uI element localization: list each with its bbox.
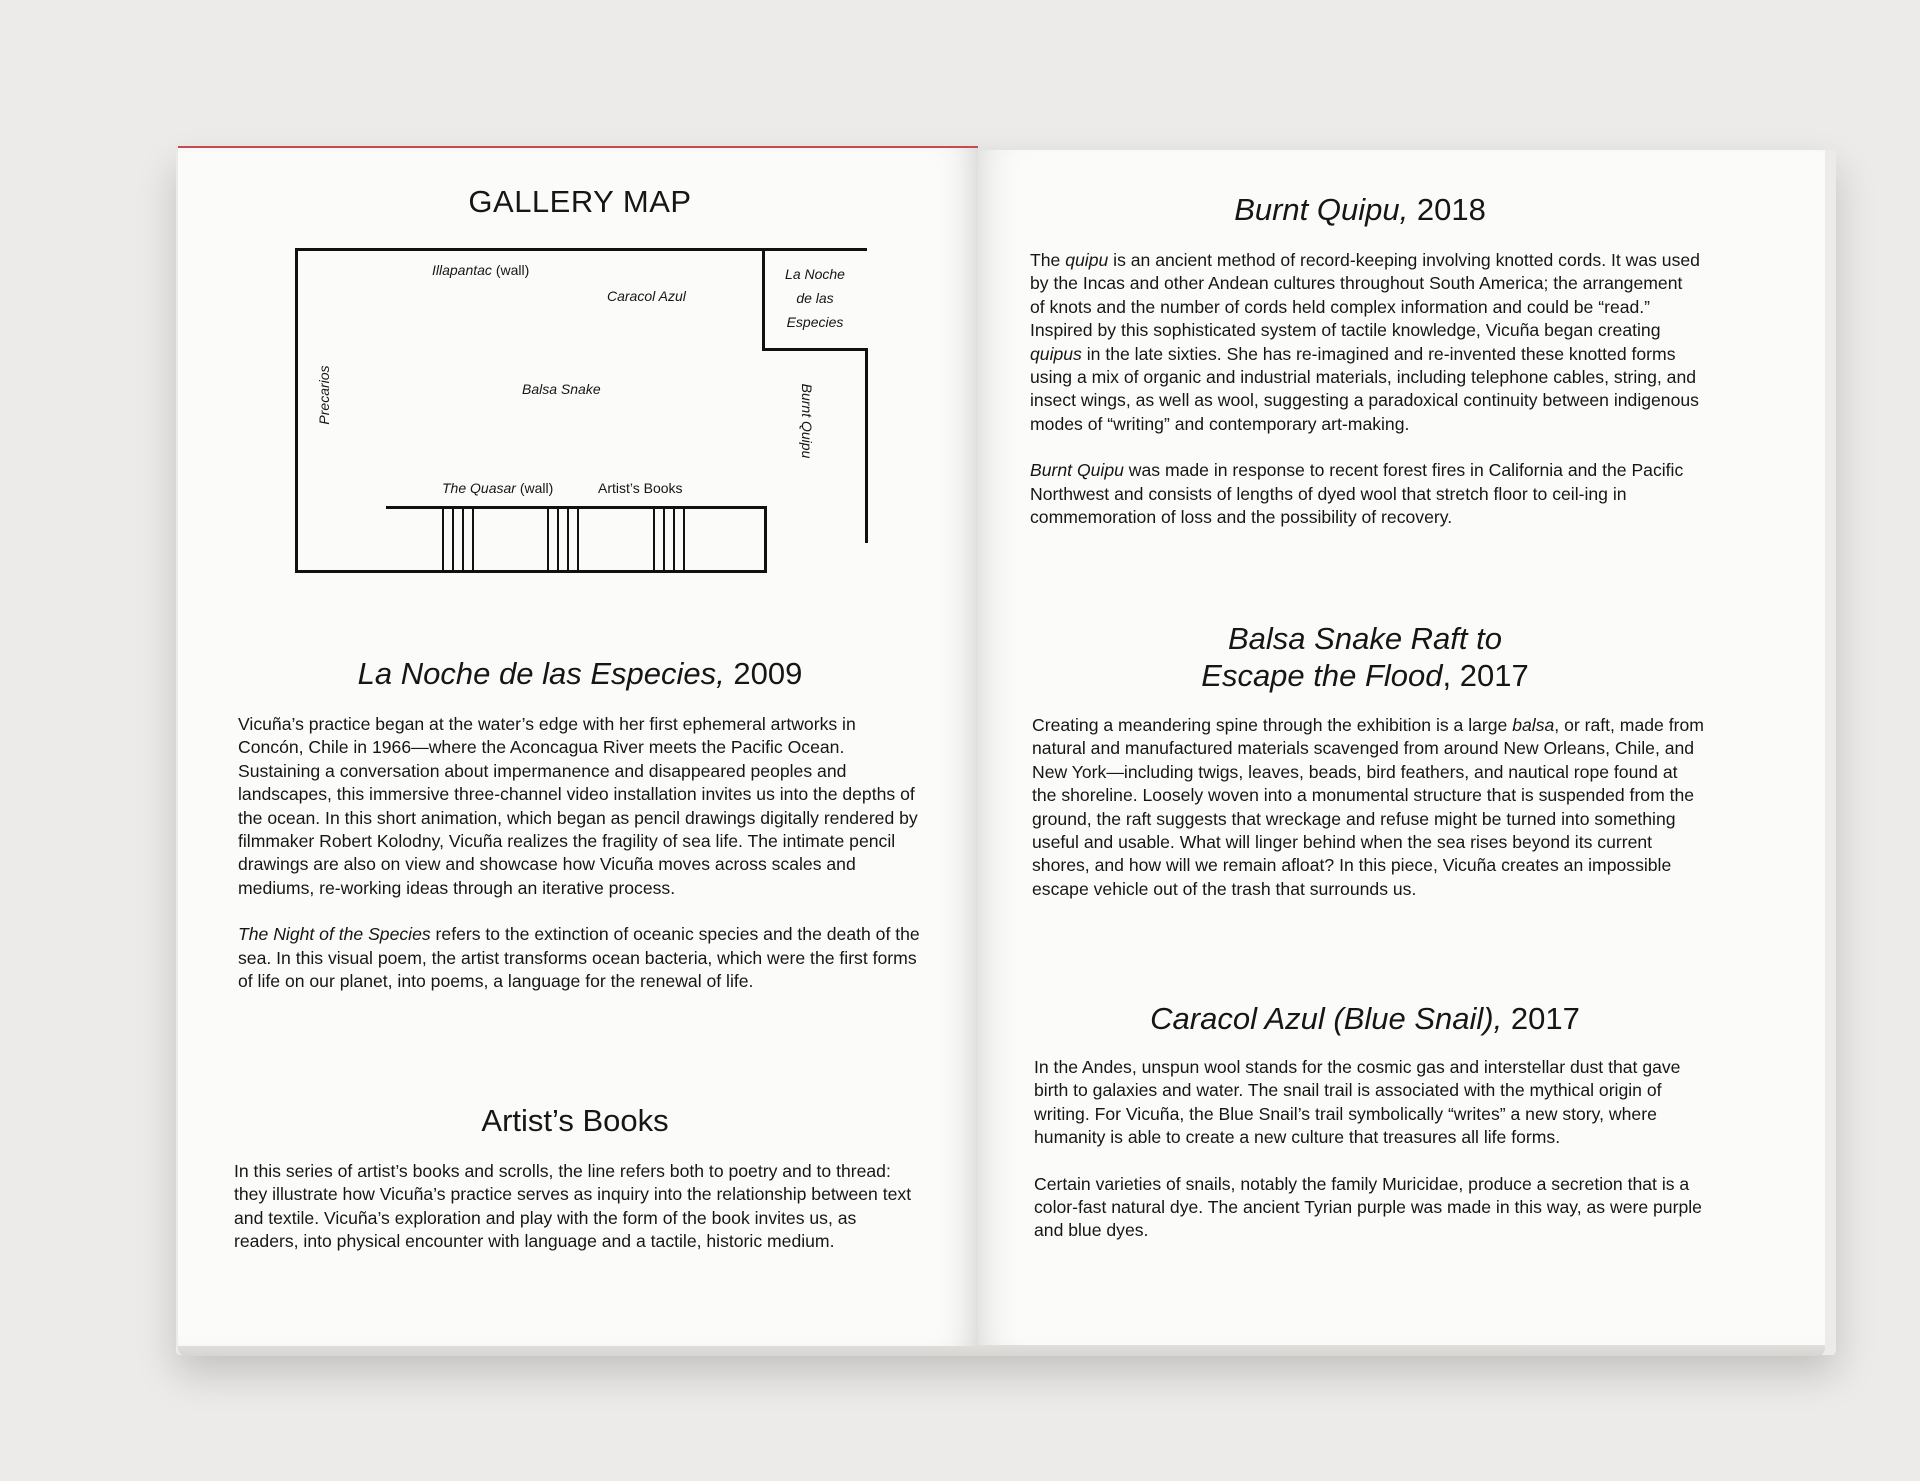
map-wall-left bbox=[295, 248, 298, 573]
map-vitrine-line bbox=[577, 506, 579, 572]
balsa-snake-heading: Balsa Snake Raft to Escape the Flood, 2017 bbox=[1201, 621, 1529, 693]
artists-books-paragraph-1: In this series of artist’s books and scrolls, the line refers both to poetry and to thread: they illustrate how Vicuña’s practice serves as inquiry into the relationship between text and textile. Vicuña’s exploration and play with the form of the book invites us, as readers, into physical encounter with language and a tactile, historic medium. bbox=[234, 1161, 912, 1252]
map-label-precarios: Precarios bbox=[316, 365, 332, 425]
la-noche-body bbox=[238, 713, 920, 993]
caracol-azul-body bbox=[1034, 1056, 1714, 1243]
balsa-snake-body bbox=[1032, 714, 1706, 901]
burnt-quipu-paragraph-2: Burnt Quipu was made in response to recent forest fires in California and the Pacific Northwest and consists of lengths of dyed wool that stretch floor to ceil-ing in commemoration of loss and the possibility of recovery. bbox=[1030, 460, 1684, 528]
map-wall-bottom bbox=[295, 570, 767, 573]
map-vitrine-line bbox=[452, 506, 454, 572]
balsa-snake-paragraph-1: Creating a meandering spine through the exhibition is a large balsa, or raft, made from natural and manufactured materials scavenged from around New Orleans, Chile, and New York—including twigs, leaves, beads, bird feathers, and nautical rope found at the shoreline. Loosely woven into a monumental structure that is suspended from the ground, the raft suggests that wreckage and refuse might be turned into something useful and usable. What will linger behind when the sea rises beyond its current shores, and how will we remain afloat? In this piece, Vicuña creates an impossible escape vehicle out of the trash that surrounds us. bbox=[1032, 715, 1704, 899]
map-vitrine-line bbox=[462, 506, 464, 572]
map-label-burnt-quipu: Burnt Quipu bbox=[799, 383, 815, 459]
burnt-quipu-heading: Burnt Quipu, 2018 bbox=[1234, 192, 1486, 227]
map-vitrine-line bbox=[442, 506, 444, 572]
map-label-balsa-snake: Balsa Snake bbox=[522, 381, 601, 397]
artists-books-heading: Artist’s Books bbox=[481, 1103, 669, 1138]
artists-books-body bbox=[234, 1160, 920, 1254]
burnt-quipu-paragraph-1: The quipu is an ancient method of record-keeping involving knotted cords. It was used by the Incas and other Andean cultures throughout South America; the arrangement of knots and the number of cords held complex information and could be “read.” Inspired by this sophisticated system of tactile knowledge, Vicuña began creating quipus in the late sixties. She has re-imagined and re-invented these knotted forms using a mix of organic and industrial materials, including telephone cables, string, and insect wings, as well as wool, suggesting a paradoxical continuity between indigenous modes of “writing” and contemporary art-making. bbox=[1030, 250, 1700, 434]
caracol-azul-paragraph-2: Certain varieties of snails, notably the family Muricidae, produce a secretion that is a color-fast natural dye. The ancient Tyrian purple was made in this way, as were purple and blue dyes. bbox=[1034, 1173, 1702, 1241]
map-wall-right bbox=[865, 348, 868, 543]
la-noche-heading: La Noche de las Especies, 2009 bbox=[357, 656, 803, 691]
map-label-la-noche: La Noche de las Especies bbox=[785, 266, 845, 330]
map-label-illapantac: Illapantac (wall) bbox=[432, 262, 530, 278]
map-wall-top bbox=[295, 248, 867, 251]
burnt-quipu-body bbox=[1030, 249, 1700, 529]
caracol-azul-heading: Caracol Azul (Blue Snail), 2017 bbox=[1150, 1001, 1580, 1036]
map-vitrine-line bbox=[683, 506, 685, 572]
map-vitrine-line bbox=[567, 506, 569, 572]
map-vitrine-line bbox=[557, 506, 559, 572]
map-vitrine-line bbox=[673, 506, 675, 572]
map-label-caracol-azul: Caracol Azul bbox=[607, 288, 686, 304]
map-vitrine-line bbox=[653, 506, 655, 572]
map-vitrine-line bbox=[663, 506, 665, 572]
map-vitrine-line bbox=[472, 506, 474, 572]
la-noche-paragraph-2: The Night of the Species refers to the extinction of oceanic species and the death of the sea. In this visual poem, the artist transforms ocean bacteria, which were the first forms of life on our planet, into poems, a language for the renewal of life. bbox=[238, 924, 920, 992]
map-vitrine-line bbox=[547, 506, 549, 572]
map-quasar-right bbox=[764, 506, 767, 572]
map-label-artists-books: Artist’s Books bbox=[598, 480, 683, 496]
caracol-azul-paragraph-1: In the Andes, unspun wool stands for the cosmic gas and interstellar dust that gave birth to galaxies and water. The snail trail is associated with the mythical origin of writing. For Vicuña, the Blue Snail’s trail symbolically “writes” a new story, where humanity is able to create a new culture that treasures all life forms. bbox=[1034, 1057, 1681, 1148]
map-room-bottom-wall bbox=[762, 348, 868, 351]
map-label-the-quasar: The Quasar (wall) bbox=[442, 480, 554, 496]
la-noche-paragraph-1: Vicuña’s practice began at the water’s edge with her first ephemeral artworks in Concón, Chile in 1966—where the Aconcagua River meets the Pacific Ocean. Sustaining a conversation about impermanence and disappeared peoples and landscapes, this immersive three-channel video installation invites us into the depths of the ocean. In this short animation, which began as pencil drawings digitally rendered by filmmaker Robert Kolodny, Vicuña realizes the fragility of sea life. The intimate pencil drawings are also on view and showcase how Vicuña moves across scales and mediums, re-working ideas through an iterative process. bbox=[238, 714, 918, 898]
gallery-map-title: GALLERY MAP bbox=[468, 184, 692, 219]
